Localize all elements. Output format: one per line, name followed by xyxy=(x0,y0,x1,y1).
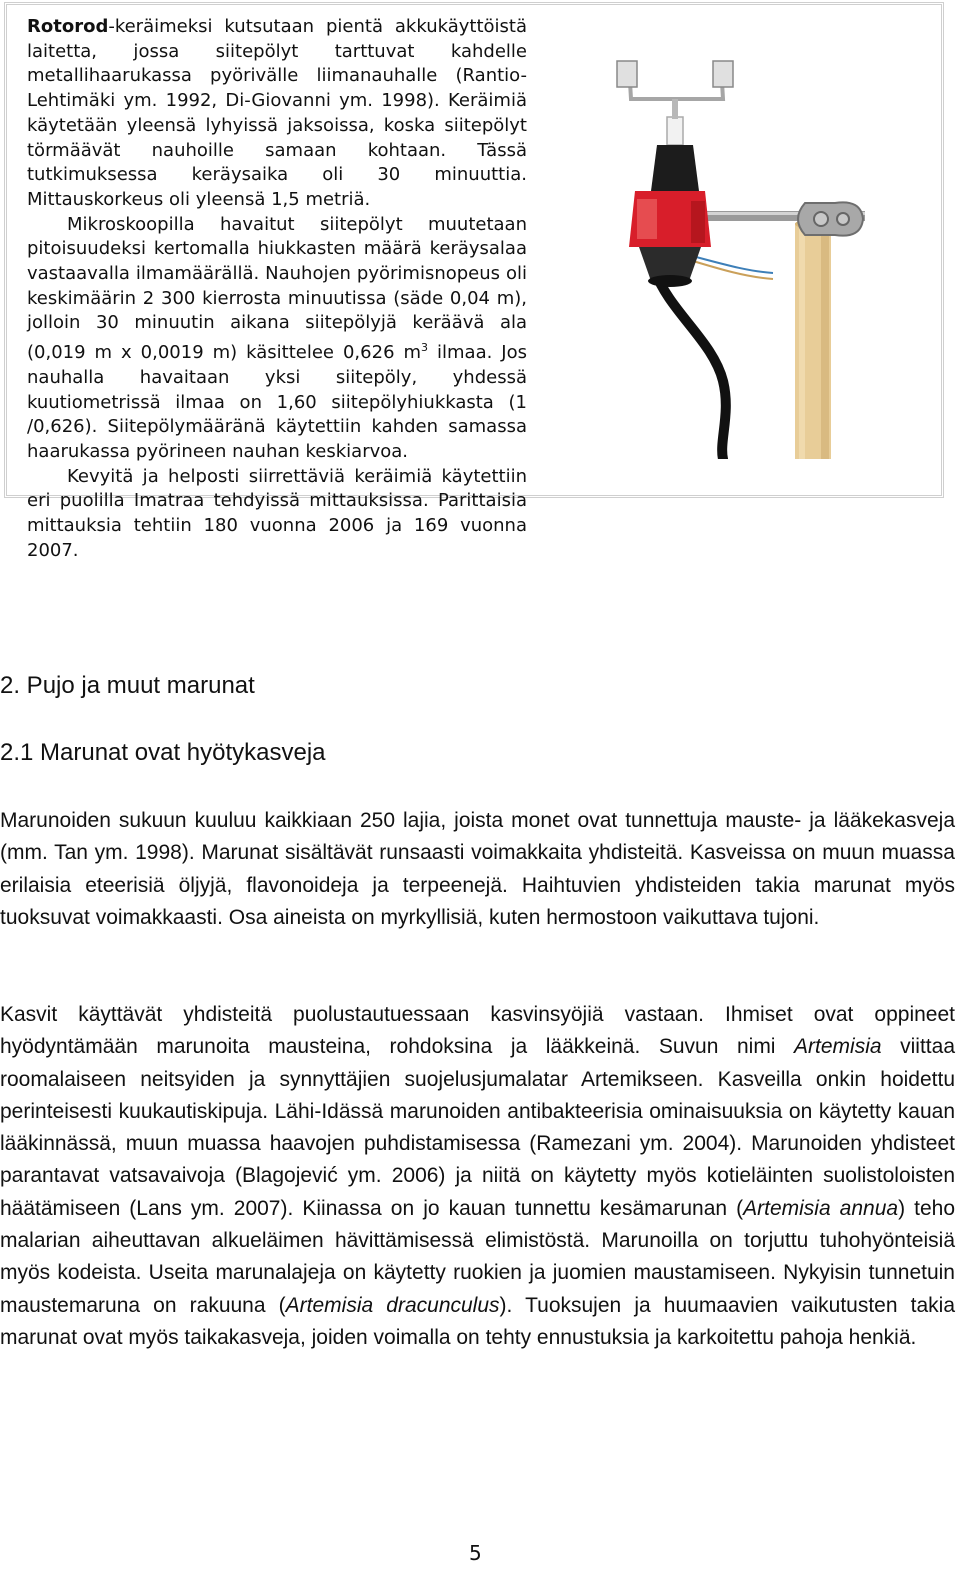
info-paragraph-2-text-b: ilmaa. Jos nauhalla havaitaan yksi siitepöly, yhdessä kuutiometrissä ilmaa on 1,60 siitepölyhiukkasta (1 /0,626). Siitepölymääränä käytettiin kahden samassa haarukassa pyörineen nauhan keskiarvoa. xyxy=(27,342,527,462)
motor-housing xyxy=(651,145,699,191)
cubic-superscript: 3 xyxy=(421,341,429,355)
info-box-text xyxy=(27,15,527,563)
info-box xyxy=(4,2,944,561)
pole-clamp xyxy=(798,202,863,235)
term-rotorod: Rotorod xyxy=(27,16,109,37)
info-paragraph-3-text: Kevyitä ja helposti siirrettäviä keräimiä käytettiin eri puolilla Imatraa tehdyissä mittauksissa. Parittaisia mittauksia tehtiin 180 vuonna 2006 ja 169 vuonna 2007. xyxy=(27,465,527,561)
p2-italic-artemisia-dracunculus: Artemisia dracunculus xyxy=(285,1293,500,1317)
section-heading: 2. Pujo ja muut marunat xyxy=(0,672,255,699)
info-paragraph-1 xyxy=(27,15,527,213)
rotorod-sampler-photo xyxy=(573,41,865,459)
p2-segment-1: Kasvit käyttävät yhdisteitä puolustautuessaan kasvinsyöjiä vastaan. Ihmiset ovat oppineet hyödyntämään marunoita mausteina, rohdoksina ja lääkkeinä. Suvun nimi xyxy=(0,1003,955,1059)
power-cable xyxy=(655,271,726,459)
p2-italic-artemisia: Artemisia xyxy=(794,1035,882,1059)
body-paragraph-2 xyxy=(0,999,955,1354)
p2-segment-3: ) teho malarian aiheuttavan alkueläimen hävittämisessä elimistöstä. Marunoilla on torjuttu tuhohyönteisiä myös kodeista. Useita marunalajeja on käytetty ruokien ja juomien maustamiseen. Nykyisin tunnetuin maustemaruna on rakuuna ( xyxy=(0,1196,955,1317)
p2-italic-artemisia-annua: Artemisia annua xyxy=(743,1196,899,1220)
subsection-heading: 2.1 Marunat ovat hyötykasveja xyxy=(0,739,326,766)
info-paragraph-2 xyxy=(27,213,527,465)
info-paragraph-1-text: -keräimeksi kutsutaan pientä akkukäyttöistä laitetta, jossa siitepölyt tarttuvat kahdelle metallihaarukassa pyörivälle liimanauhalle (Rantio-Lehtimäki ym. 1992, Di-Giovanni ym. 1998). Keräimiä käytetään yleensä lyhyissä jaksoissa, koska siitepölyt törmäävät nauhoille samaan kohtaan. Tässä tutkimuksessa keräysaika oli 30 minuuttia. Mittauskorkeus oli yleensä 1,5 metriä. xyxy=(27,16,527,210)
sampler-fork xyxy=(629,65,723,99)
info-paragraph-3 xyxy=(27,465,527,564)
p2-segment-4: ). Tuoksujen ja huumaavien vaikutusten takia marunat ovat myös taikakasveja, joiden voimalla on tehty ennustuksia ja karkoitettu pahoja henkiä. xyxy=(0,1293,956,1349)
body-paragraph-1: Marunoiden sukuun kuuluu kaikkiaan 250 lajia, joista monet ovat tunnettuja mauste- ja lääkekasveja (mm. Tan ym. 1998). Marunat sisältävät runsaasti voimakkaita yhdisteitä. Kasveissa on muun muassa erilaisia eteerisiä öljyjä, flavonoideja ja terpeenejä. Haihtuvien yhdisteiden takia marunat myös tuoksuvat voimakkaasti. Osa aineista on myrkyllisiä, kuten hermostoon vaikuttava tujoni. xyxy=(0,809,955,929)
info-paragraph-2-text-a: Mikroskoopilla havaitut siitepölyt muutetaan pitoisuudeksi kertomalla hiukkasten määrä keräysalaa vastaavalla ilmamäärällä. Nauhojen pyörimisnopeus oli keskimäärin 2 300 kierrosta minuutissa (säde 0,04 m), jolloin 30 minuutin aikana siitepölyjä keräävä ala (0,019 m x 0,0019 m) käsittelee 0,626 m xyxy=(27,213,527,364)
p2-segment-2: viittaa roomalaiseen neitsyiden ja synnyttäjien suojelusjumalatar Artemikseen. Kasveilla onkin hoidettu perinteisesti kuukautiskipuja. Lähi-Idässä marunoiden antibakteerisia ominaisuuksia on käytetty kauan lääkinnässä, muun muassa haavojen puhdistamisessa (Ramezani ym. 2004). Marunoiden yhdisteet parantavat vatsavaivoja (Blagojević ym. 2006) ja niitä on käytetty myös kotieläinten suolistoloisten häätämiseen (Lans ym. 2007). Kiinassa on jo kauan tunnettu kesämarunan ( xyxy=(0,1035,955,1220)
page-number: 5 xyxy=(469,1541,482,1565)
